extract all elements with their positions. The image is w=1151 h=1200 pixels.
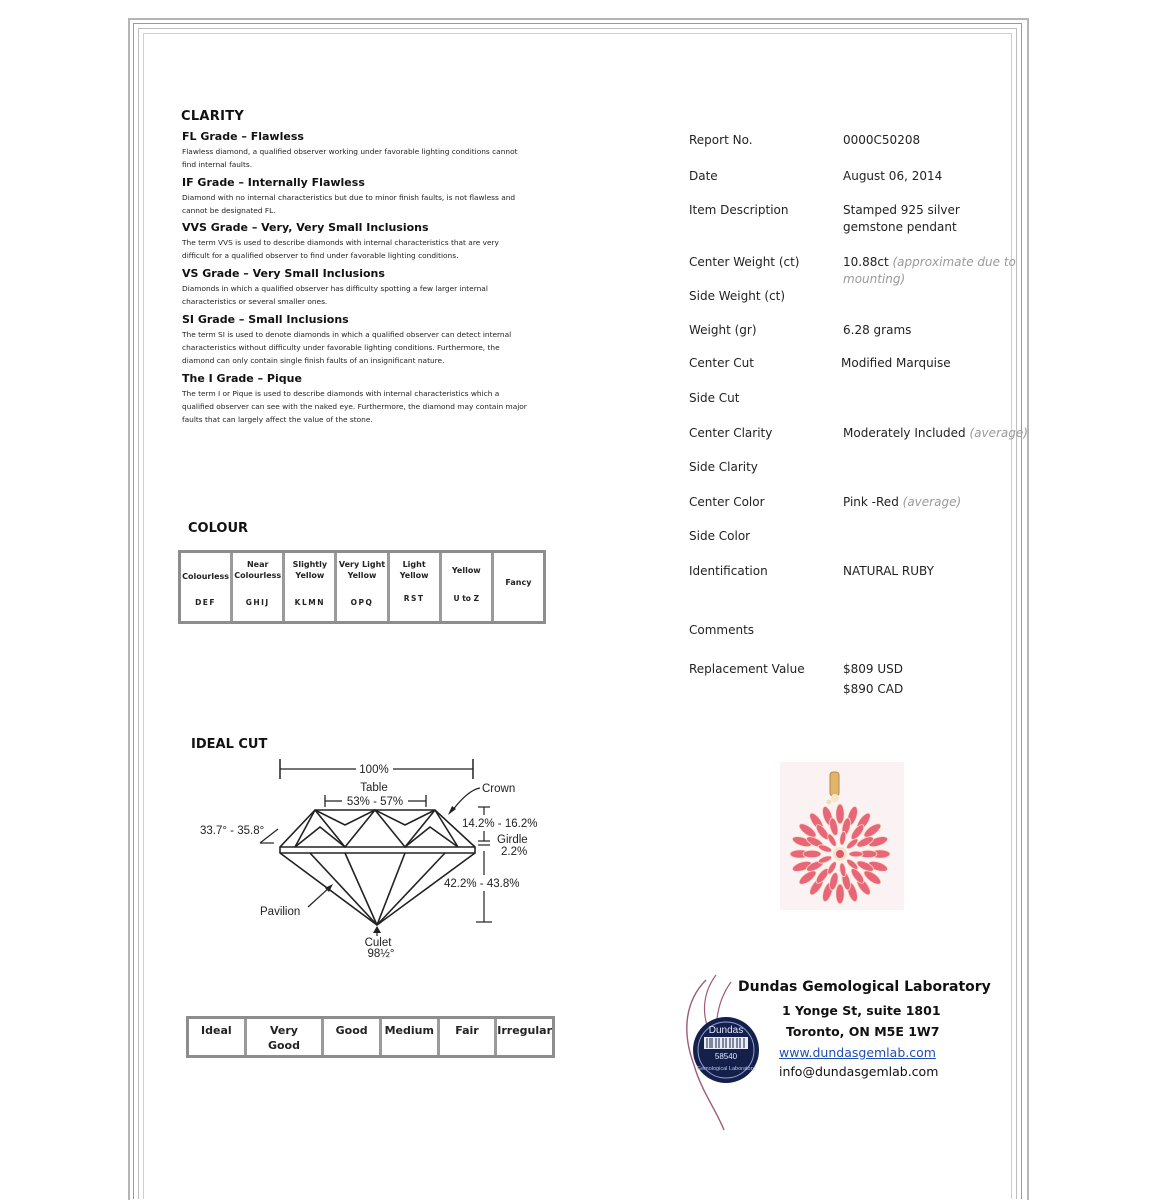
- ruby-pendant-photo: [780, 762, 904, 910]
- cut-grade-cell: Medium: [382, 1019, 440, 1055]
- girdle-value-label: 2.2%: [501, 846, 528, 858]
- cut-grade-cell: Fair: [440, 1019, 498, 1055]
- replacement-value-usd: $809 USD: [843, 662, 903, 676]
- grade-description: The term VVS is used to describe diamonds with internal characteristics that are very difficult for a qualified observer to find under favorable lighting conditions.: [182, 238, 499, 260]
- center-weight-number: 10.88ct: [843, 255, 889, 269]
- side-color-label: Side Color: [689, 529, 751, 543]
- crown-height-label: 14.2% - 16.2%: [462, 818, 538, 830]
- cut-grade-cell: Irregular: [497, 1024, 553, 1037]
- pavilion-label: Pavilion: [260, 906, 301, 918]
- side-cut-label: Side Cut: [689, 391, 740, 405]
- center-color-note: (average): [902, 495, 962, 509]
- center-color-text: Pink -Red: [843, 495, 899, 509]
- colour-name: Fancy: [505, 578, 532, 587]
- cut-grade-cell: Ideal: [189, 1019, 247, 1055]
- grade-fl: [182, 130, 527, 171]
- colour-cell: [337, 553, 389, 621]
- grade-name: The I Grade – Pique: [182, 372, 302, 385]
- colour-code: OPQ: [350, 598, 374, 607]
- lab-email: info@dundasgemlab.com: [779, 1064, 939, 1079]
- table-range-label: 53% - 57%: [346, 796, 404, 808]
- seal-text: Dundas: [708, 1025, 744, 1036]
- colour-name: Very Light Yellow: [338, 560, 386, 580]
- colour-name: Colourless: [182, 572, 230, 581]
- cut-grade-cell: Very Good: [247, 1019, 325, 1055]
- clarity-title: CLARITY: [181, 109, 245, 124]
- report-no-value: 0000C50208: [843, 133, 921, 147]
- colour-code: U to Z: [453, 594, 480, 603]
- ruby-stone: [836, 884, 844, 904]
- grade-description: The term SI is used to denote diamonds in which a qualified observer can detect internal characteristics without difficulty under favorable lighting conditions. Furthermore, the diamond can only contain single finish faults of an insignificant nature.: [182, 330, 512, 365]
- comments-label: Comments: [689, 623, 755, 637]
- colour-code: GHIJ: [245, 598, 270, 607]
- crown-label: Crown: [482, 783, 516, 795]
- colour-title: COLOUR: [188, 521, 249, 536]
- lab-website-link[interactable]: www.dundasgemlab.com: [779, 1045, 936, 1060]
- center-color-value: [843, 494, 961, 511]
- grade-name: SI Grade – Small Inclusions: [182, 313, 349, 326]
- girdle-label: Girdle: [497, 834, 528, 846]
- grade-description: Diamonds in which a qualified observer has difficulty spotting a few larger internal characteristics or several smaller ones.: [182, 284, 488, 306]
- identification-label: Identification: [689, 564, 768, 578]
- ruby-stone: [803, 850, 821, 858]
- cut-grade-table: [186, 1016, 555, 1058]
- crown-angle-label: 33.7° - 35.8°: [200, 825, 265, 837]
- colour-scale-table: [178, 550, 546, 624]
- side-clarity-label: Side Clarity: [689, 460, 758, 474]
- center-weight-value: [843, 254, 1018, 288]
- grade-description: Flawless diamond, a qualified observer working under favorable lighting conditions cannot find internal faults.: [182, 147, 518, 169]
- colour-name: Light Yellow: [399, 560, 429, 580]
- lab-address-2: Toronto, ON M5E 1W7: [786, 1024, 940, 1039]
- width-label: 100%: [359, 764, 389, 776]
- colour-code: DEF: [195, 598, 217, 607]
- grade-description: The term I or Pique is used to describe diamonds with internal characteristics which a qualified observer can see with the naked eye. Furthermore, the diamond may contain major faults that can largely affect the value of the stone.: [182, 389, 527, 424]
- colour-cell: [442, 553, 494, 621]
- ideal-cut-title: IDEAL CUT: [191, 737, 268, 752]
- colour-cell: [494, 553, 543, 621]
- cut-grade-cell: Good: [324, 1019, 382, 1055]
- center-clarity-label: Center Clarity: [689, 426, 773, 440]
- ruby-stone: [849, 851, 863, 857]
- grade-name: VS Grade – Very Small Inclusions: [182, 267, 385, 280]
- grade-name: FL Grade – Flawless: [182, 130, 304, 143]
- grade-description: Diamond with no internal characteristics but due to minor finish faults, is not flawless and cannot be designated FL.: [182, 193, 516, 215]
- center-weight-note: (approximate due to mounting): [843, 255, 1016, 286]
- colour-cell: [390, 553, 442, 621]
- colour-name: Yellow: [451, 566, 481, 575]
- lab-name: Dundas Gemological Laboratory: [738, 979, 991, 995]
- center-cut-label: Center Cut: [689, 356, 754, 370]
- colour-name: Near Colourless: [234, 560, 282, 580]
- pavilion-depth-label: 42.2% - 43.8%: [444, 878, 520, 890]
- side-weight-label: Side Weight (ct): [689, 289, 786, 303]
- replacement-value-label: Replacement Value: [689, 662, 805, 676]
- grade-name: VVS Grade – Very, Very Small Inclusions: [182, 221, 429, 234]
- grade-i: [182, 372, 527, 426]
- grade-if: [182, 176, 527, 217]
- table-label: Table: [360, 782, 388, 794]
- center-color-label: Center Color: [689, 495, 765, 509]
- colour-cell: [181, 553, 233, 621]
- diamond-proportions-diagram: [190, 755, 550, 970]
- weight-label: Weight (gr): [689, 323, 757, 337]
- seal-subtext: Gemological Laboratory: [696, 1066, 756, 1072]
- date-value: August 06, 2014: [843, 169, 943, 183]
- grade-name: IF Grade – Internally Flawless: [182, 176, 365, 189]
- colour-name: Slightly Yellow: [292, 560, 328, 580]
- diamond-outline: [280, 810, 475, 925]
- report-no-label: Report No.: [689, 133, 753, 147]
- colour-code: KLMN: [294, 598, 326, 607]
- center-cut-value: Modified Marquise: [841, 356, 951, 370]
- date-label: Date: [689, 169, 718, 183]
- ruby-stone: [836, 804, 844, 824]
- culet-angle-label: 98½°: [367, 948, 395, 960]
- weight-value: 6.28 grams: [843, 323, 912, 337]
- grade-si: [182, 313, 527, 367]
- center-clarity-value: [843, 425, 1028, 442]
- center-clarity-note: (average): [969, 426, 1028, 440]
- lab-address-1: 1 Yonge St, suite 1801: [782, 1003, 941, 1018]
- grade-vs: [182, 267, 527, 308]
- center-clarity-text: Moderately Included: [843, 426, 966, 440]
- seal-number: 58540: [714, 1052, 738, 1061]
- colour-cell: [233, 553, 285, 621]
- culet-label: Culet: [364, 937, 392, 949]
- grade-vvs: [182, 221, 527, 262]
- item-description-label: Item Description: [689, 203, 789, 217]
- colour-cell: [285, 553, 337, 621]
- center-weight-label: Center Weight (ct): [689, 255, 800, 269]
- item-description-value: Stamped 925 silver gemstone pendant: [843, 203, 960, 234]
- replacement-value-cad: $890 CAD: [843, 682, 904, 696]
- identification-value: NATURAL RUBY: [843, 564, 934, 578]
- colour-code: RST: [403, 594, 425, 603]
